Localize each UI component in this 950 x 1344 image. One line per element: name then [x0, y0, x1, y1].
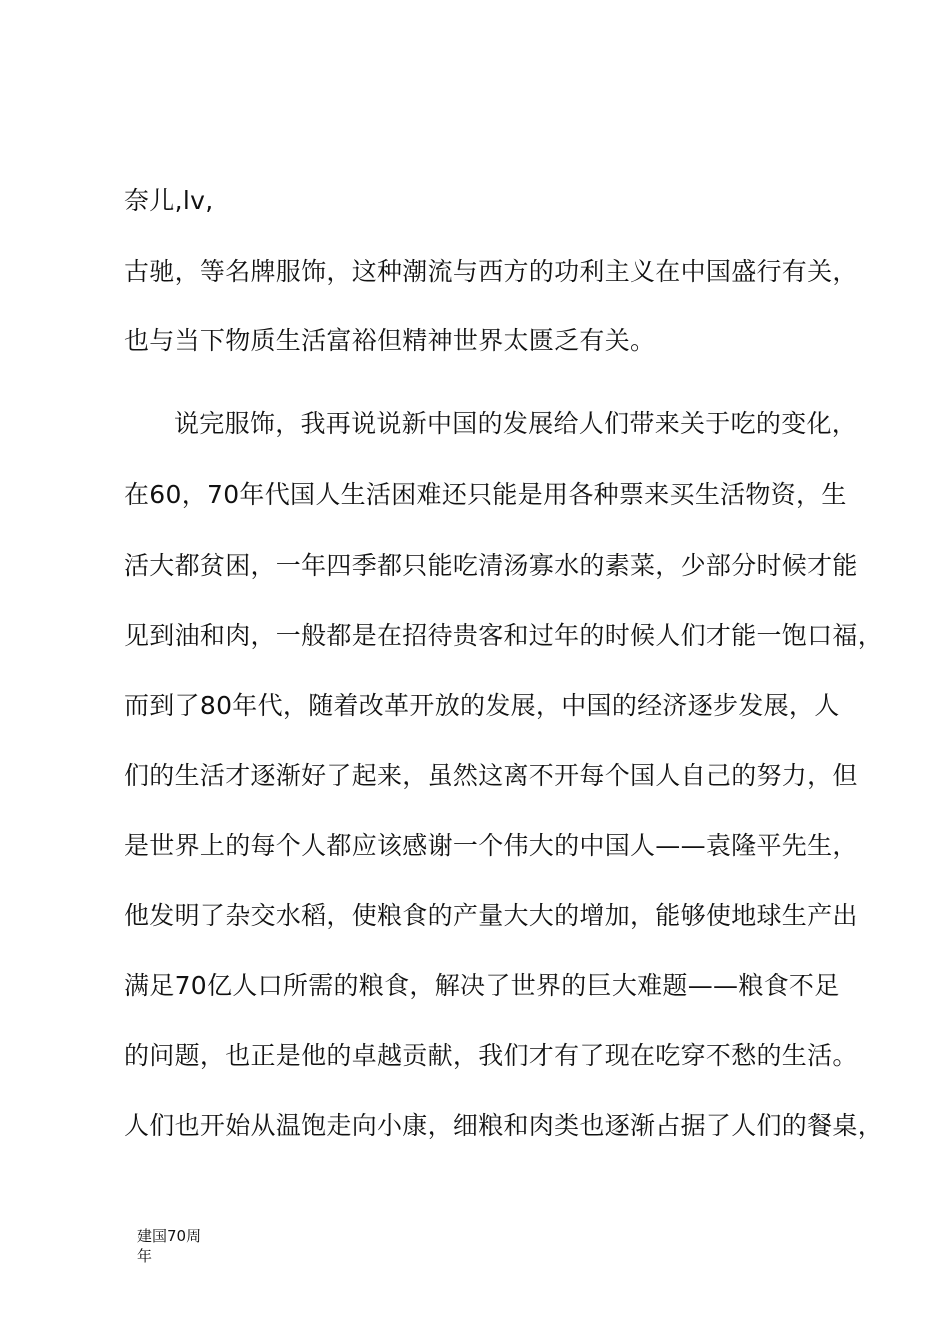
text-line: 在60，70年代国人生活困难还只能是用各种票来买生活物资，生 — [124, 480, 847, 509]
text-line: 活大都贫困，一年四季都只能吃清汤寡水的素菜，少部分时候才能 — [124, 551, 858, 580]
text-line: 他发明了杂交水稻，使粮食的产量大大的增加，能够使地球生产出 — [124, 901, 858, 930]
text-line: 是世界上的每个人都应该感谢一个伟大的中国人——袁隆平先生， — [124, 831, 858, 860]
text-line: 们的生活才逐渐好了起来，虽然这离不开每个国人自己的努力，但 — [124, 761, 858, 790]
footer-line: 年 — [137, 1247, 153, 1265]
text-line: 满足70亿人口所需的粮食，解决了世界的巨大难题——粮食不足 — [124, 971, 840, 1000]
page-footer — [137, 1226, 227, 1266]
footer-line: 建国70周 — [137, 1227, 202, 1245]
paragraph-first-line: 说完服饰，我再说说新中国的发展给人们带来关于吃的变化， — [174, 409, 858, 438]
text-line: 的问题，也正是他的卓越贡献，我们才有了现在吃穿不愁的生活。 — [124, 1041, 858, 1070]
text-line: 古驰，等名牌服饰，这种潮流与西方的功利主义在中国盛行有关， — [124, 257, 858, 286]
text-line: 奈儿,lv, — [124, 186, 214, 215]
text-line: 也与当下物质生活富裕但精神世界太匮乏有关。 — [124, 326, 656, 355]
text-line: 见到油和肉，一般都是在招待贵客和过年的时候人们才能一饱口福， — [124, 621, 884, 650]
text-line: 人们也开始从温饱走向小康，细粮和肉类也逐渐占据了人们的餐桌， — [124, 1111, 884, 1140]
text-line: 而到了80年代，随着改革开放的发展，中国的经济逐步发展，人 — [124, 691, 840, 720]
